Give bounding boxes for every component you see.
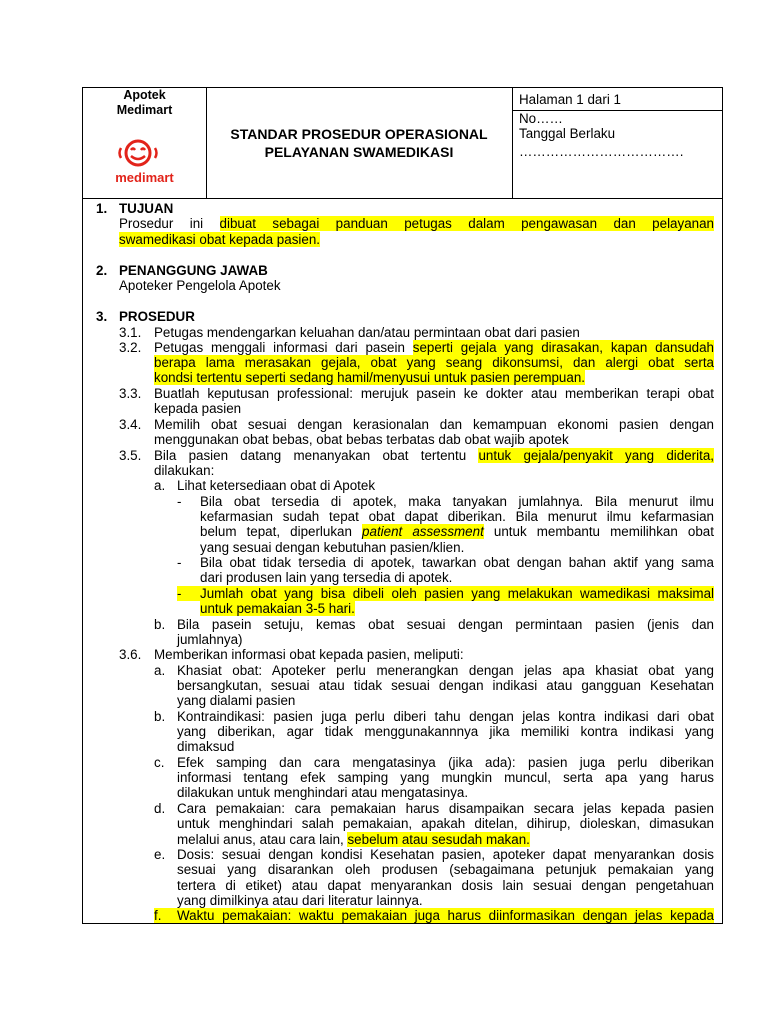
text-line: swamedikasi obat kepada pasien. — [119, 232, 320, 247]
medimart-logo-icon — [117, 138, 159, 168]
item-number: 3.2. — [119, 340, 142, 355]
text-line: Waktu pemakaian: waktu pemakaian juga harus diinformasikan dengan jelas kepada — [177, 908, 714, 923]
text-line: Bila obat tersedia di apotek, maka tanyakan jumlahnya. Bila menurut ilmu — [200, 494, 714, 509]
item-number: 3.6. — [119, 647, 142, 662]
text-line: melalui anus, atau cara lain, sebelum atau sesudah makan. — [177, 832, 530, 847]
text-line: Cara pemakaian: cara pemakaian harus disampaikan secara jelas kepada pasien — [177, 801, 714, 816]
document-header — [82, 87, 723, 199]
text-line: yang dimilkinya atau dari literatur lainnya. — [177, 893, 423, 908]
text-line: tertera di etiket) atau dapat menyarankan dosis lain sesuai dengan pengetahuan — [177, 878, 714, 893]
text-line: Lihat ketersediaan obat di Apotek — [177, 478, 376, 493]
doc-number: No…… — [519, 111, 563, 126]
meta-cell — [513, 88, 723, 198]
text-line: informasi tentang efek samping yang mungkin muncul, serta apa yang harus — [177, 770, 714, 785]
bullet-dash: - — [177, 586, 200, 601]
date-value: ………………………………. — [519, 144, 684, 159]
text-line: belum tepat, diperlukan patient assessment untuk membantu memilihkan obat — [200, 524, 714, 539]
text-line: dilakukan untuk menghindari atau mengatasinya. — [177, 785, 469, 800]
item-letter: b. — [154, 617, 166, 632]
section-number: 3. — [96, 309, 108, 324]
text-line: Bila pasein setuju, kemas obat sesuai dengan permintaan pasien (jenis dan — [177, 617, 714, 632]
section-title: PENANGGUNG JAWAB — [119, 263, 268, 278]
text-line: dari produsen lain yang tersedia di apotek. — [200, 570, 453, 585]
item-letter: c. — [154, 755, 165, 770]
text-line: yang dialami pasien — [177, 693, 296, 708]
text-line: berapa lama merasakan gejala, obat yang seang dikonsumsi, dan alergi obat serta — [154, 355, 714, 370]
text-line: bersangkutan, sesuai atau tidak sesuai dengan indikasi atau gangguan Kesehatan — [177, 678, 714, 693]
text-line: Bila pasien datang menanyakan obat tertentu untuk gejala/penyakit yang diderita, — [154, 448, 714, 463]
item-number: 3.5. — [119, 448, 142, 463]
company-name: Apotek Medimart — [116, 88, 173, 117]
text-line: dilakukan: — [154, 463, 215, 478]
item-letter: f. — [154, 908, 177, 923]
page-number: Halaman 1 dari 1 — [519, 92, 621, 107]
text-line: jumlahnya) — [177, 632, 243, 647]
bullet-dash: - — [177, 555, 182, 570]
text-line: menggunakan obat bebas, obat bebas terbatas dab obat wajib apotek — [154, 432, 569, 447]
text-line: Khasiat obat: Apoteker perlu menerangkan dengan jelas apa khasiat obat yang — [177, 663, 714, 678]
text-line: sesuai yang disarankan oleh produsen (sebagaimana petunjuk pemakaian yang — [177, 862, 714, 877]
text-line: Petugas mendengarkan keluahan dan/atau permintaan obat dari pasien — [154, 325, 580, 340]
section-number: 1. — [96, 201, 108, 216]
section-title: TUJUAN — [119, 201, 174, 216]
brand-wordmark: medimart — [115, 170, 174, 185]
text-line: kefarmasian sudah tepat obat dapat diberikan. Bila menurut ilmu kefarmasian — [200, 509, 714, 524]
date-label: Tanggal Berlaku — [519, 126, 616, 141]
item-number: 3.3. — [119, 386, 142, 401]
item-letter: e. — [154, 847, 166, 862]
text-line: kondsi tertentu seperti sedang hamil/menyusui untuk pasien perempuan. — [154, 370, 585, 385]
text-line: Prosedur ini dibuat sebagai panduan petugas dalam pengawasan dan pelayanan — [119, 216, 714, 231]
text-line: yang sesuai dengan kebutuhan pasien/klien. — [200, 540, 465, 555]
text-line: Memberikan informasi obat kepada pasien, meliputi: — [154, 647, 464, 662]
text-line: untuk menghindari salah pemakaian, apakah ditelan, dihirup, dioleskan, dimasukan — [177, 816, 714, 831]
company-cell — [83, 88, 207, 198]
text-line: Bila obat tidak tersedia di apotek, tawarkan obat dengan bahan aktif yang sama — [200, 555, 714, 570]
text-line: Kontraindikasi: pasien juga perlu diberi tahu dengan jelas kontra indikasi dari obat — [177, 709, 714, 724]
text-line: Memilih obat sesuai dengan kerasionalan dan kemampuan ekonomi pasien dengan — [154, 417, 714, 432]
item-letter: d. — [154, 801, 166, 816]
item-number: 3.1. — [119, 325, 142, 340]
text-line: Petugas menggali informasi dari pasein seperti gejala yang dirasakan, kapan dansudah — [154, 340, 714, 355]
document-title: STANDAR PROSEDUR OPERASIONAL PELAYANAN SWAMEDIKASI — [230, 126, 488, 160]
item-letter: a. — [154, 478, 166, 493]
text-line: Apoteker Pengelola Apotek — [119, 278, 281, 293]
text-line: Efek samping dan cara mengatasinya (jika ada): pasien juga perlu diberikan — [177, 755, 714, 770]
text-line: Jumlah obat yang bisa dibeli oleh pasien yang melakukan wamedikasi maksimal — [200, 586, 714, 601]
text-line: kepada pasien — [154, 401, 242, 416]
section-title: PROSEDUR — [119, 309, 195, 324]
text-line: Buatlah keputusan professional: merujuk pasein ke dokter atau memberikan terapi obat — [154, 386, 714, 401]
title-cell — [206, 88, 513, 198]
item-letter: b. — [154, 709, 166, 724]
item-letter: a. — [154, 663, 166, 678]
text-line: dimaksud — [177, 739, 235, 754]
item-number: 3.4. — [119, 417, 142, 432]
text-line: yang diberikan, agar tidak menggunakannnya jika memiliki kontra indikasi yang — [177, 724, 714, 739]
bullet-dash: - — [177, 494, 182, 509]
text-line: Dosis: sesuai dengan kondisi Kesehatan pasien, apoteker dapat menyarankan dosis — [177, 847, 714, 862]
section-number: 2. — [96, 263, 108, 278]
text-line: untuk pemakaian 3-5 hari. — [200, 601, 355, 616]
